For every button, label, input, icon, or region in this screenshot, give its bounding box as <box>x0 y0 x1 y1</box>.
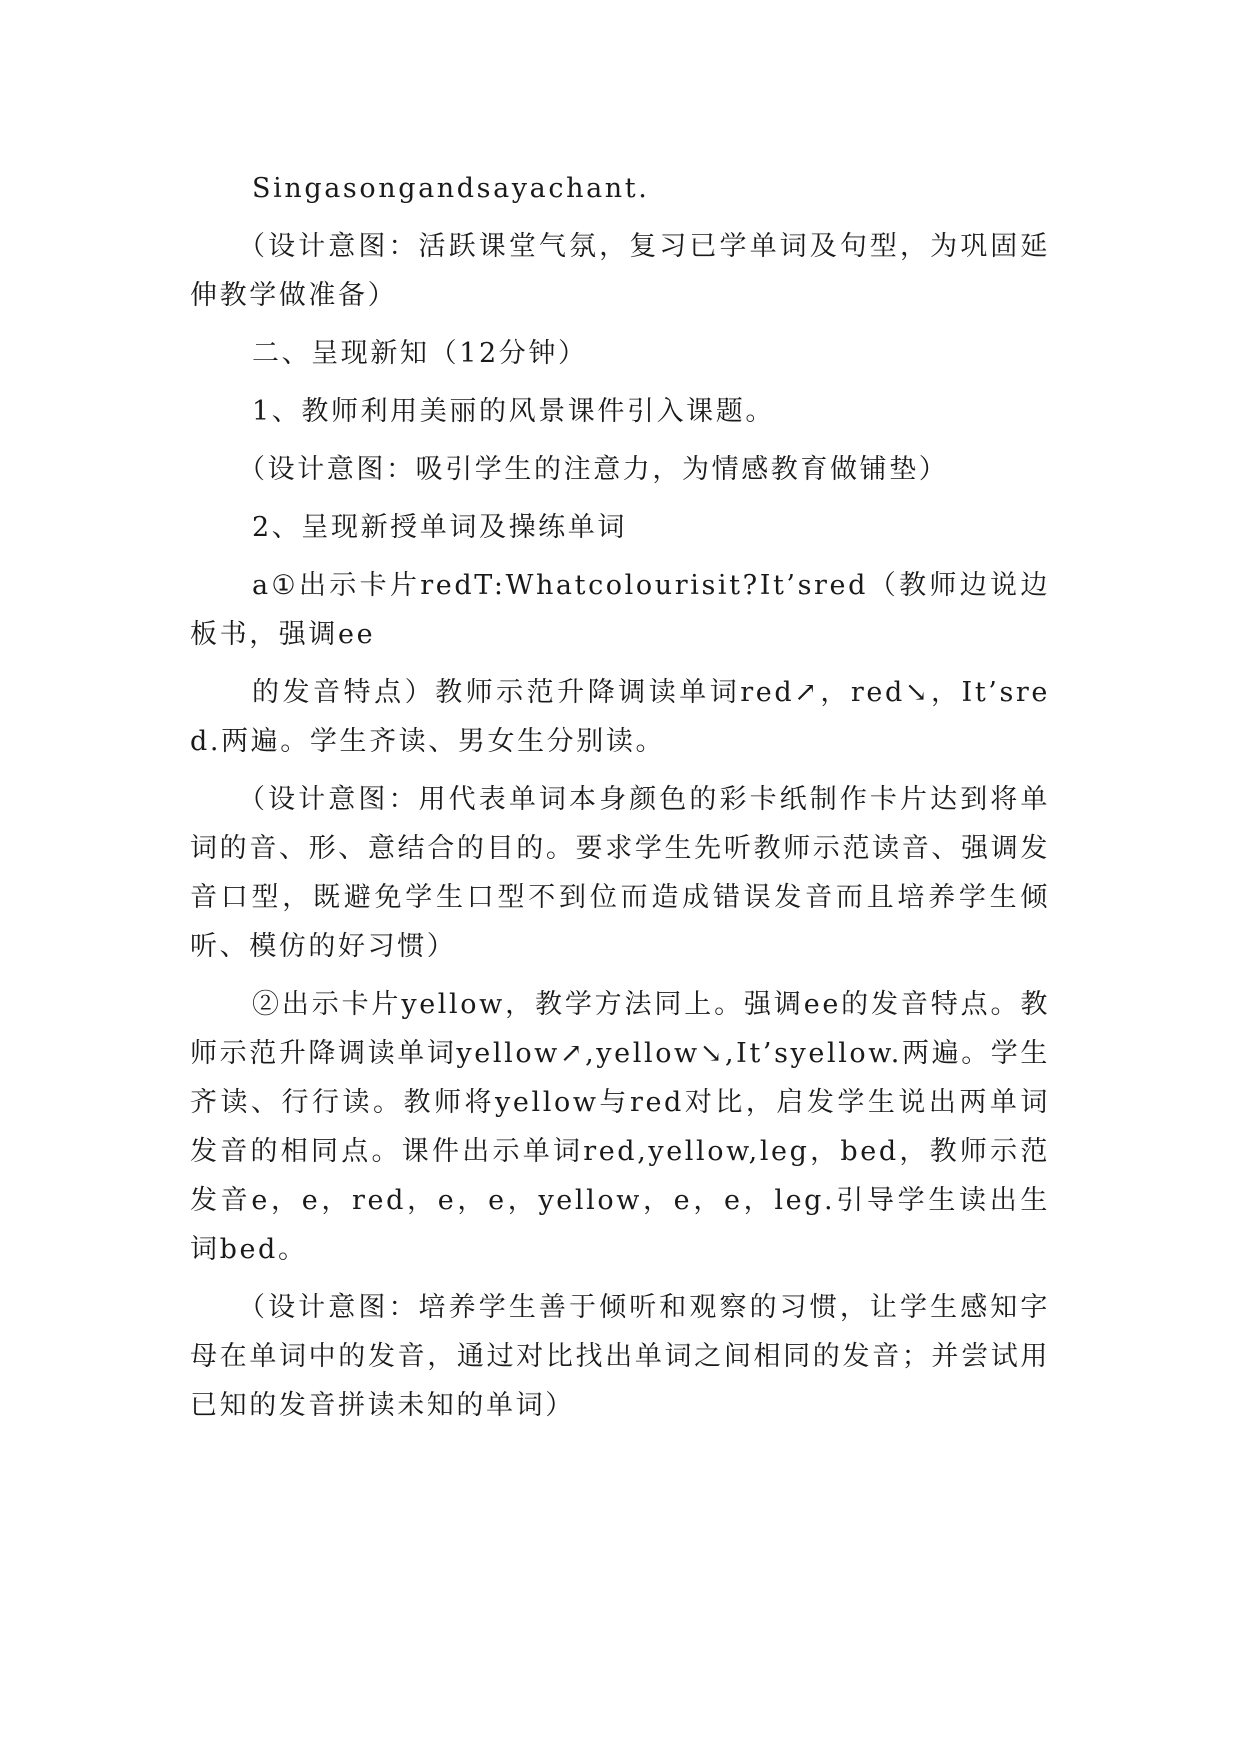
paragraph-design-intent-3: （设计意图：用代表单词本身颜色的彩卡纸制作卡片达到将单词的音、形、意结合的目的。要求学生先听教师示范读音、强调发音口型，既避免学生口型不到位而造成错误发音而且培养学生倾听、模仿的好习惯） <box>190 784 1050 962</box>
paragraph-chant: Singasongandsayachant. <box>252 173 650 204</box>
paragraph-design-intent-1: （设计意图：活跃课堂气氛，复习已学单词及句型，为巩固延伸教学做准备） <box>190 231 1050 311</box>
paragraph-card-yellow: ②出示卡片yellow，教学方法同上。强调ee的发音特点。教师示范升降调读单词yellow↗,yellow↘,It’syellow.两遍。学生齐读、行行读。教师将yellow与red对比，启发学生说出两单词发音的相同点。课件出示单词red,yellow,leg，bed，教师示范发音e，e，red，e，e，yellow，e，e，leg.引导学生读出生词bed。 <box>190 989 1050 1265</box>
paragraph-step-2: 2、呈现新授单词及操练单词 <box>252 512 627 543</box>
document-body <box>190 164 1050 1439</box>
paragraph-design-intent-2: （设计意图：吸引学生的注意力，为情感教育做铺垫） <box>238 454 949 485</box>
paragraph-card-red: a①出示卡片redT:Whatcolourisit?It’sred（教师边说边板书，强调ee <box>190 570 1050 650</box>
section-heading-present-new: 二、呈现新知（12分钟） <box>252 338 588 369</box>
paragraph-red-pronunciation: 的发音特点）教师示范升降调读单词red↗，red↘，It’sred.两遍。学生齐读、男女生分别读。 <box>190 677 1050 757</box>
paragraph-design-intent-4: （设计意图：培养学生善于倾听和观察的习惯，让学生感知字母在单词中的发音，通过对比找出单词之间相同的发音；并尝试用已知的发音拼读未知的单词） <box>190 1292 1050 1421</box>
paragraph-step-1: 1、教师利用美丽的风景课件引入课题。 <box>252 396 775 427</box>
